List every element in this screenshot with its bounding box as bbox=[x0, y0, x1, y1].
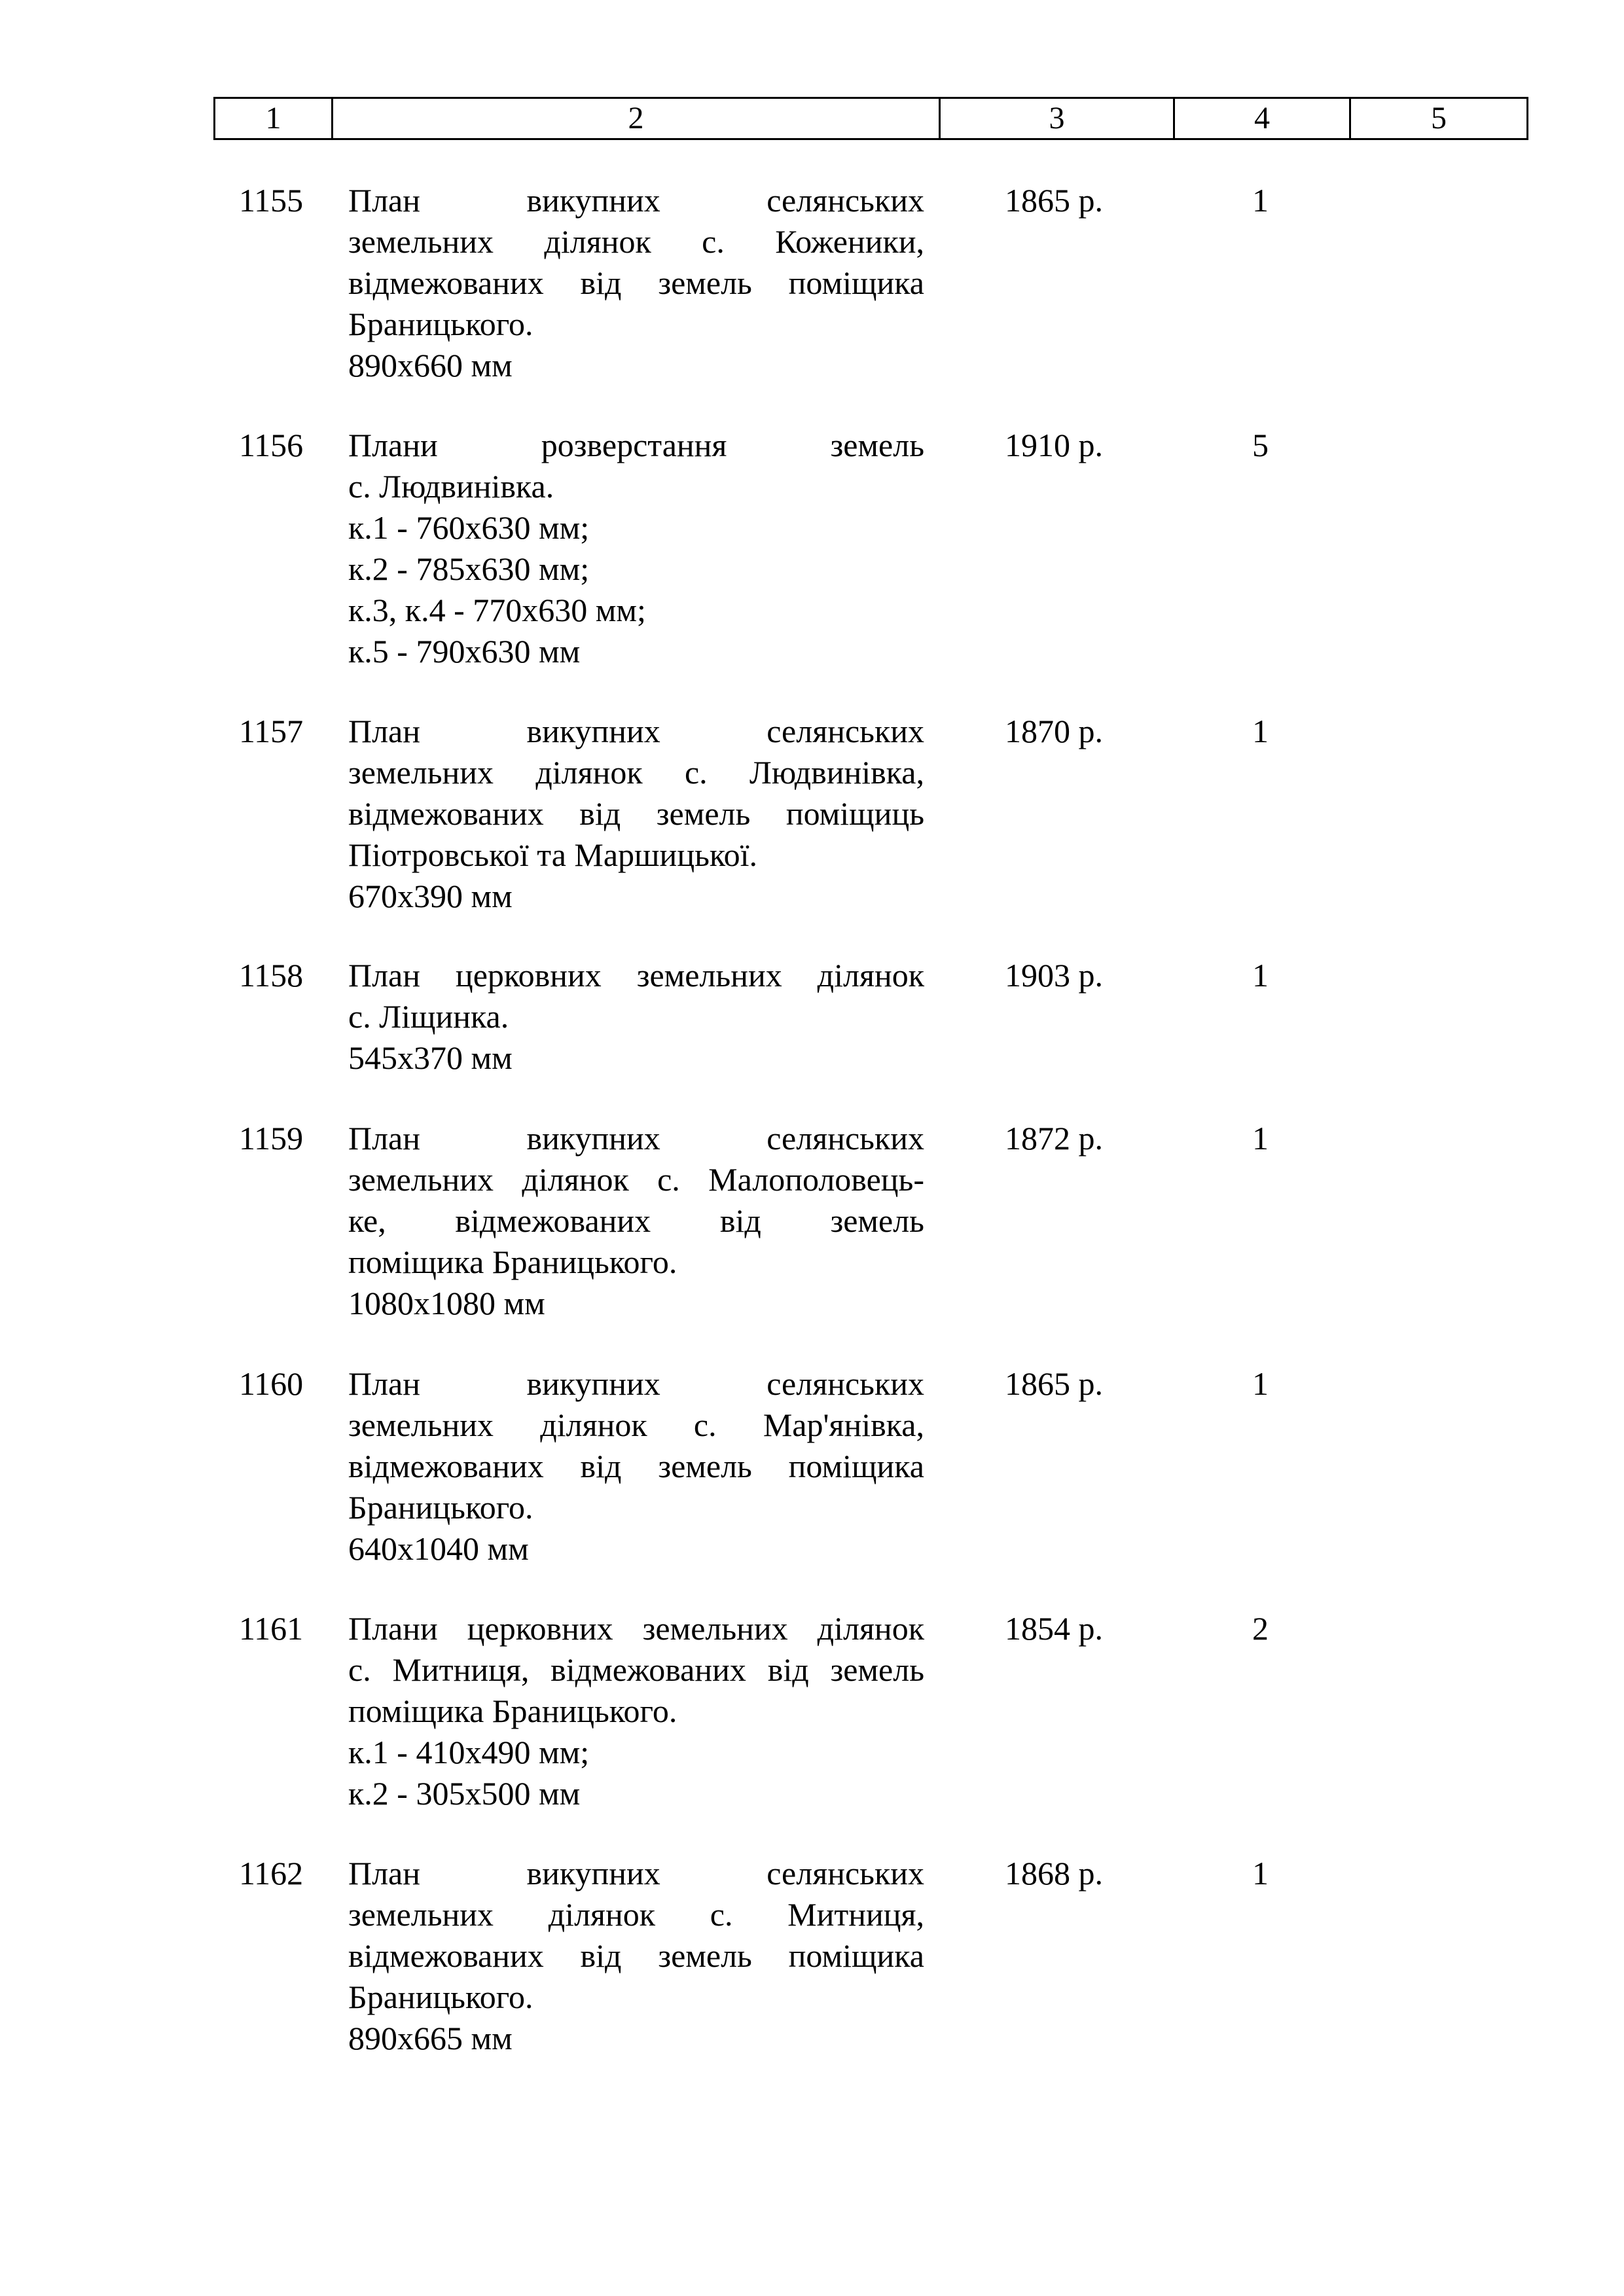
description-line: к.5 - 790х630 мм bbox=[348, 633, 581, 670]
column-header-2: 2 bbox=[333, 99, 941, 138]
description-line: відмежованих від земель поміщика bbox=[348, 264, 924, 301]
entry-sheet-count: 1 bbox=[1252, 1855, 1269, 1892]
description-line: с. Людвинівка. bbox=[348, 468, 554, 505]
entry-number: 1157 bbox=[239, 713, 304, 749]
entry-date: 1872 р. bbox=[1005, 1120, 1103, 1157]
description-line: 890х665 мм bbox=[348, 2020, 513, 2056]
description-line: відмежованих від земель поміщика bbox=[348, 1937, 924, 1974]
description-line: земельних ділянок с. Людвинівка, bbox=[348, 754, 924, 791]
description-line: Браницького. bbox=[348, 306, 533, 342]
description-line: земельних ділянок с. Мар'янівка, bbox=[348, 1407, 924, 1443]
entry-date: 1865 р. bbox=[1005, 182, 1103, 219]
entry-description bbox=[348, 1608, 924, 1814]
entry-number: 1162 bbox=[239, 1855, 304, 1892]
description-line: відмежованих від земель поміщиць bbox=[348, 795, 924, 832]
description-line: ке, відмежованих від земель bbox=[348, 1202, 924, 1239]
description-line: 1080х1080 мм bbox=[348, 1285, 545, 1321]
entry-description bbox=[348, 955, 924, 1079]
entry-description bbox=[348, 1118, 924, 1324]
description-line: План викупних селянських bbox=[348, 1855, 924, 1892]
entry-date: 1854 р. bbox=[1005, 1610, 1103, 1647]
description-line: 640х1040 мм bbox=[348, 1530, 529, 1567]
description-line: к.2 - 785х630 мм; bbox=[348, 550, 590, 587]
entry-description bbox=[348, 425, 924, 672]
entry-date: 1910 р. bbox=[1005, 427, 1103, 463]
entry-number: 1160 bbox=[239, 1365, 304, 1402]
column-header-5: 5 bbox=[1431, 101, 1447, 135]
entry-number: 1156 bbox=[239, 427, 304, 463]
description-line: План викупних селянських bbox=[348, 1365, 924, 1402]
description-line: План викупних селянських bbox=[348, 182, 924, 219]
description-line: План викупних селянських bbox=[348, 1120, 924, 1157]
description-line: Піотровської та Маршицької. bbox=[348, 836, 758, 873]
description-line: Плани розверстання земель bbox=[348, 427, 924, 463]
entry-date: 1865 р. bbox=[1005, 1365, 1103, 1402]
entry-sheet-count: 1 bbox=[1252, 1120, 1269, 1157]
entry-number: 1161 bbox=[239, 1610, 304, 1647]
entry-description bbox=[348, 1363, 924, 1570]
description-line: к.1 - 410х490 мм; bbox=[348, 1734, 590, 1770]
description-line: Браницького. bbox=[348, 1979, 533, 2015]
entry-sheet-count: 1 bbox=[1252, 182, 1269, 219]
entry-sheet-count: 1 bbox=[1252, 1365, 1269, 1402]
description-line: поміщика Браницького. bbox=[348, 1693, 677, 1729]
entry-sheet-count: 5 bbox=[1252, 427, 1269, 463]
column-header-row bbox=[213, 97, 1528, 140]
entry-description bbox=[348, 180, 924, 386]
column-header-4: 4 bbox=[1175, 99, 1351, 138]
description-line: Плани церковних земельних ділянок bbox=[348, 1610, 924, 1647]
description-line: с. Ліщинка. bbox=[348, 998, 509, 1035]
entry-sheet-count: 1 bbox=[1252, 713, 1269, 749]
entry-date: 1870 р. bbox=[1005, 713, 1103, 749]
entry-date: 1903 р. bbox=[1005, 957, 1103, 994]
column-header-3: 3 bbox=[941, 99, 1175, 138]
description-line: відмежованих від земель поміщика bbox=[348, 1448, 924, 1484]
entry-sheet-count: 1 bbox=[1252, 957, 1269, 994]
description-line: с. Митниця, відмежованих від земель bbox=[348, 1651, 924, 1688]
entry-number: 1158 bbox=[239, 957, 304, 994]
description-line: земельних ділянок с. Митниця, bbox=[348, 1896, 924, 1933]
description-line: земельних ділянок с. Малополовець- bbox=[348, 1161, 924, 1198]
description-line: 890х660 мм bbox=[348, 347, 513, 384]
entry-date: 1868 р. bbox=[1005, 1855, 1103, 1892]
entry-number: 1159 bbox=[239, 1120, 304, 1157]
description-line: 670х390 мм bbox=[348, 878, 513, 914]
entry-number: 1155 bbox=[239, 182, 304, 219]
description-line: План церковних земельних ділянок bbox=[348, 957, 924, 994]
description-line: План викупних селянських bbox=[348, 713, 924, 749]
description-line: Браницького. bbox=[348, 1489, 533, 1526]
description-line: к.1 - 760х630 мм; bbox=[348, 509, 590, 546]
description-line: земельних ділянок с. Коженики, bbox=[348, 223, 924, 260]
entry-description bbox=[348, 711, 924, 917]
column-header-1: 1 bbox=[215, 99, 333, 138]
description-line: поміщика Браницького. bbox=[348, 1244, 677, 1280]
description-line: к.2 - 305х500 мм bbox=[348, 1775, 581, 1812]
entry-description bbox=[348, 1853, 924, 2059]
description-line: к.3, к.4 - 770х630 мм; bbox=[348, 592, 646, 628]
entry-sheet-count: 2 bbox=[1252, 1610, 1269, 1647]
description-line: 545х370 мм bbox=[348, 1039, 513, 1076]
